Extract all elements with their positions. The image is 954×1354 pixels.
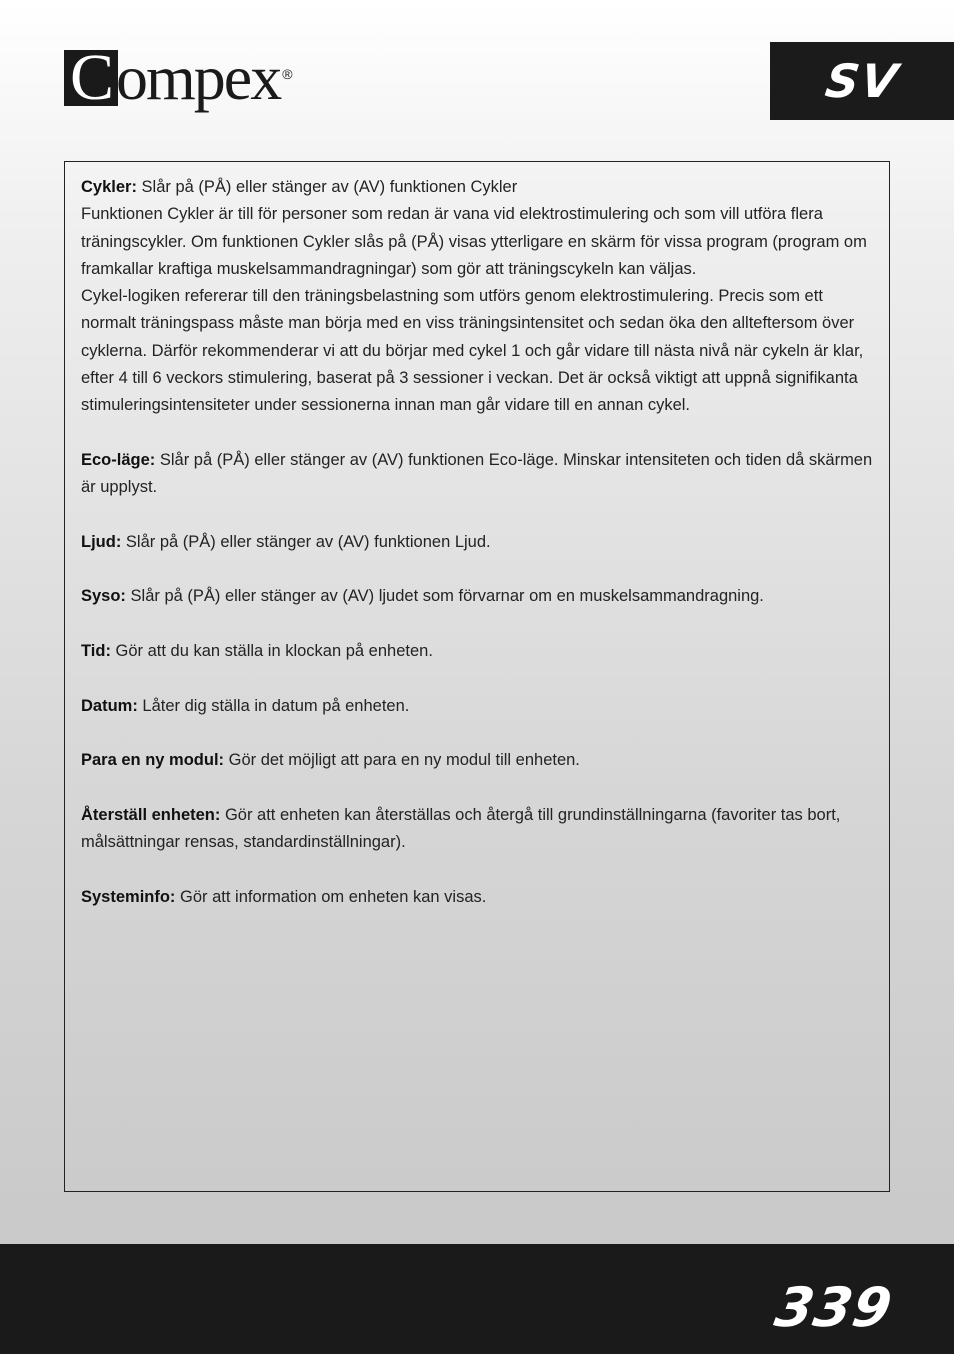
item-text: Slår på (PÅ) eller stänger av (AV) funktionen Cykler — [136, 178, 518, 196]
item-label: Para en ny modul: — [81, 751, 225, 770]
item-label: Återställ enheten: — [81, 805, 221, 824]
page-footer — [0, 1244, 954, 1354]
item-label: Syso: — [81, 587, 126, 606]
item-systeminfo — [81, 884, 873, 911]
item-label: Eco-läge: — [81, 450, 156, 469]
language-code: SV — [821, 54, 903, 108]
page-number: 339 — [770, 1276, 898, 1339]
item-syso — [81, 583, 873, 610]
language-badge — [770, 42, 954, 120]
registered-mark: ® — [282, 66, 293, 82]
item-label: Datum: — [81, 696, 138, 715]
item-label: Cykler: — [81, 178, 137, 196]
item-text: Slår på (PÅ) eller stänger av (AV) funktionen Ljud. — [121, 532, 491, 551]
item-tid — [81, 638, 873, 665]
item-cykler-paragraph-2: Cykel-logiken refererar till den träningsbelastning som utförs genom elektrostimulering. Precis som ett normalt träningspass måste man börja med en viss träningsintensitet och sedan öka den allteftersom över cyklerna. Därför rekommenderar vi att du börjar med cykel 1 och går vidare till nästa nivå när cykeln är klar, efter 4 till 6 veckors stimulering, baserat på 3 sessioner i veckan. Det är också viktigt att uppnå signifikanta stimuleringsintensiteter under sessionerna innan man går vidare till en annan cykel. — [81, 287, 864, 415]
settings-description-box — [64, 161, 890, 1192]
item-datum — [81, 693, 873, 720]
item-cykler — [81, 174, 873, 420]
item-text: Gör att enheten kan återställas och återgå till grundinställningarna (favoriter tas bort, målsättningar rensas, standardinställningar). — [81, 805, 841, 852]
item-cykler-intro — [81, 174, 873, 201]
item-ljud — [81, 529, 873, 556]
item-text: Gör att du kan ställa in klockan på enheten. — [110, 642, 433, 661]
item-label: Ljud: — [81, 532, 122, 551]
logo-initial: C — [64, 50, 118, 106]
logo-wordmark: ompex — [116, 42, 281, 113]
item-text: Gör att information om enheten kan visas. — [175, 887, 487, 906]
item-label: Systeminfo: — [81, 887, 176, 906]
item-para-ny-modul — [81, 747, 873, 774]
item-text: Låter dig ställa in datum på enheten. — [137, 696, 410, 715]
item-eco-lage — [81, 447, 873, 502]
item-cykler-paragraph-1: Funktionen Cykler är till för personer som redan är vana vid elektrostimulering och som vill utföra flera träningscykler. Om funktionen Cykler slås på (PÅ) visas ytterligare en skärm för vissa program (program om framkallar kraftiga muskelsammandragningar) som gör att träningscykeln kan väljas. — [81, 205, 867, 278]
item-text: Slår på (PÅ) eller stänger av (AV) funktionen Eco-läge. Minskar intensiteten och tiden då skärmen är upplyst. — [81, 450, 873, 497]
item-text: Gör det möjligt att para en ny modul till enheten. — [224, 751, 580, 770]
item-label: Tid: — [81, 642, 111, 661]
item-text: Slår på (PÅ) eller stänger av (AV) ljudet som förvarnar om en muskelsammandragning. — [125, 587, 764, 606]
item-aterstall-enheten — [81, 802, 873, 857]
compex-logo — [64, 42, 293, 122]
